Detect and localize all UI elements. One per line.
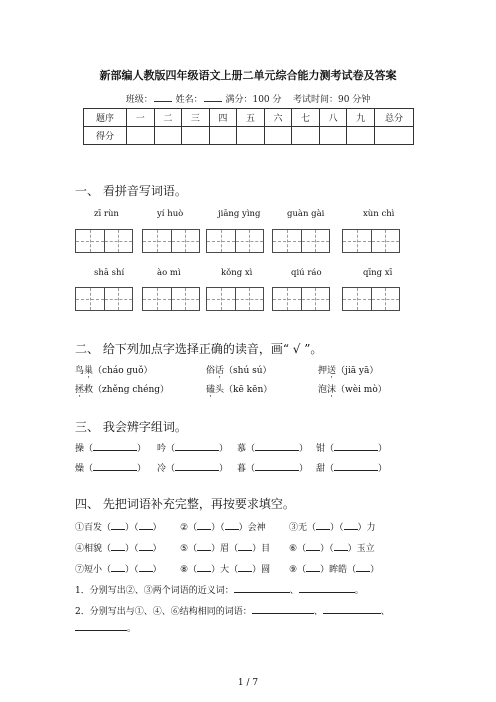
question-text: 2．分别写出与①、④、⑥结构相同的词语： — [75, 607, 252, 617]
pinyin-options[interactable]: （jiā yā） — [336, 366, 379, 376]
score-value-row — [84, 127, 414, 145]
answer-blank[interactable] — [255, 461, 299, 471]
writing-grid[interactable] — [142, 229, 200, 253]
answer-blank[interactable] — [238, 541, 252, 551]
writing-grid[interactable] — [206, 229, 264, 253]
word-item: 吟（ ） — [157, 441, 228, 454]
pinyin-options[interactable]: （zhěng chéng） — [93, 385, 170, 395]
dotted-char: 送 — [327, 366, 337, 376]
answer-blank[interactable] — [197, 520, 211, 530]
char: 吟 — [157, 444, 167, 454]
section-1-heading: 一、 看拼音写词语。 — [75, 184, 187, 198]
answer-blank[interactable] — [356, 562, 370, 572]
writing-grid[interactable] — [206, 287, 264, 311]
score-row-label: 得分 — [84, 127, 127, 145]
answer-blank[interactable] — [197, 562, 211, 572]
score-cell — [154, 127, 182, 145]
writing-grid[interactable] — [272, 287, 330, 311]
writing-grid[interactable] — [272, 229, 330, 253]
pinyin-label: shā shí — [94, 268, 125, 278]
idiom-item: ⑤（ ）眉（ ）目 — [180, 541, 270, 554]
score-cell — [375, 127, 414, 145]
answer-blank[interactable] — [75, 621, 127, 631]
pinyin-label: xùn chì — [363, 209, 395, 219]
score-cell — [127, 127, 155, 145]
question-text: 1．分别写出②、③两个词语的近义词： — [75, 586, 234, 596]
pinyin-label: qiú ráo — [291, 268, 322, 278]
answer-blank[interactable] — [334, 541, 348, 551]
pinyin-options[interactable]: （shú sú） — [224, 366, 272, 376]
score-cell — [237, 127, 265, 145]
pinyin-label: guàn gài — [287, 209, 325, 219]
writing-grid[interactable] — [142, 287, 200, 311]
word-item: 燥（ ） — [75, 461, 146, 474]
idiom-item: ①百发（ ）（ ） — [75, 520, 162, 533]
item-char: 俗 — [206, 366, 216, 376]
pinyin-options[interactable]: （kē kēn） — [224, 385, 273, 395]
idiom-item: ④相貌（ ）（ ） — [75, 541, 162, 554]
score-header-cell: 一 — [127, 109, 155, 127]
score-header-cell: 六 — [264, 109, 292, 127]
score-header-cell: 三 — [182, 109, 210, 127]
answer-blank[interactable] — [344, 520, 358, 530]
answer-blank[interactable] — [139, 562, 153, 572]
dotted-char: 沫 — [327, 385, 337, 395]
idiom-item: ③无（ ）（ ）力 — [289, 520, 376, 533]
pinyin-options[interactable]: （wèi mò） — [336, 385, 387, 395]
word-item: 慕（ ） — [237, 441, 308, 454]
question-1: 1．分别写出②、③两个词语的近义词： 、 。 — [75, 583, 364, 596]
pinyin-label: kǒng xì — [221, 268, 253, 278]
score-cell — [319, 127, 347, 145]
idiom-item: ⑨（ ）眸皓（ ） — [289, 562, 379, 575]
answer-blank[interactable] — [306, 562, 320, 572]
answer-blank[interactable] — [111, 520, 125, 530]
class-blank — [154, 92, 172, 102]
writing-grid[interactable] — [75, 287, 133, 311]
answer-blank[interactable] — [255, 441, 299, 451]
dotted-char: 话 — [215, 366, 225, 376]
answer-blank[interactable] — [111, 541, 125, 551]
idiom-item: ②（ ）（ ）会神 — [180, 520, 266, 533]
writing-grid[interactable] — [342, 229, 400, 253]
score-header-cell: 题序 — [84, 109, 127, 127]
class-label: 班级： — [125, 95, 153, 105]
exam-meta — [0, 92, 496, 105]
reading-item — [206, 382, 272, 395]
answer-blank[interactable] — [197, 541, 211, 551]
idiom-item: ⑦短小（ ）（ ） — [75, 562, 162, 575]
writing-grid[interactable] — [75, 229, 133, 253]
reading-item — [318, 382, 387, 395]
answer-blank[interactable] — [175, 441, 219, 451]
word-item: 甜（ ） — [316, 461, 387, 474]
char: 暮 — [237, 464, 247, 474]
answer-blank[interactable] — [225, 520, 239, 530]
page-number: 1 / 7 — [237, 678, 259, 688]
answer-blank[interactable] — [111, 562, 125, 572]
answer-blank[interactable] — [306, 541, 320, 551]
answer-blank[interactable] — [316, 520, 330, 530]
score-header-cell: 二 — [154, 109, 182, 127]
answer-blank[interactable] — [252, 604, 314, 614]
pinyin-label: qīng xī — [363, 268, 393, 278]
answer-blank[interactable] — [139, 520, 153, 530]
item-char: 鸟 — [75, 366, 85, 376]
score-header-cell: 九 — [347, 109, 375, 127]
answer-blank[interactable] — [299, 583, 355, 593]
answer-blank[interactable] — [334, 461, 378, 471]
answer-blank[interactable] — [175, 461, 219, 471]
score-header-cell: 八 — [319, 109, 347, 127]
pinyin-label: jiāng yìng — [218, 209, 261, 219]
score-table — [83, 108, 414, 145]
score-cell — [182, 127, 210, 145]
item-char: 头 — [215, 385, 225, 395]
score-header-row — [84, 109, 414, 127]
char: 慕 — [237, 444, 247, 454]
score-cell — [264, 127, 292, 145]
item-char: 救 — [84, 385, 94, 395]
score-cell — [209, 127, 237, 145]
score-header-cell: 四 — [209, 109, 237, 127]
reading-item — [75, 382, 169, 395]
question-2-cont: 。 — [75, 621, 136, 634]
section-3-heading: 三、 我会辨字组词。 — [75, 420, 187, 434]
name-label: 姓名： — [175, 95, 203, 105]
char: 甜 — [316, 464, 326, 474]
question-2: 2．分别写出与①、④、⑥结构相同的词语： 、 、 — [75, 604, 390, 617]
answer-blank[interactable] — [334, 441, 378, 451]
char: 钳 — [316, 444, 326, 454]
answer-blank[interactable] — [323, 604, 381, 614]
reading-item — [206, 363, 272, 376]
word-item: 钳（ ） — [316, 441, 387, 454]
answer-blank[interactable] — [238, 562, 252, 572]
pinyin-options[interactable]: （cháo guǒ） — [93, 366, 153, 376]
answer-blank[interactable] — [139, 541, 153, 551]
dotted-char: 巢 — [84, 366, 94, 376]
item-char: 泡 — [318, 385, 328, 395]
pinyin-label: ào mì — [157, 268, 181, 278]
reading-item — [318, 363, 378, 376]
score-header-cell: 七 — [292, 109, 320, 127]
word-item: 冷（ ） — [157, 461, 228, 474]
dotted-char: 拯 — [75, 385, 85, 395]
char: 操 — [75, 444, 85, 454]
score-cell — [347, 127, 375, 145]
score-cell — [292, 127, 320, 145]
answer-blank[interactable] — [93, 441, 137, 451]
name-blank — [204, 92, 222, 102]
document-title: 新部编人教版四年级语文上册二单元综合能力测考试卷及答案 — [99, 69, 397, 82]
writing-grid[interactable] — [342, 287, 400, 311]
time-label: 考试时间：90 分钟 — [292, 95, 371, 105]
char: 冷 — [157, 464, 167, 474]
word-item: 暮（ ） — [237, 461, 308, 474]
section-2-heading: 二、 给下列加点字选择正确的读音，画“ √ ”。 — [75, 342, 323, 356]
pinyin-label: yí huò — [157, 209, 184, 219]
dotted-char: 磕 — [206, 385, 216, 395]
section-4-heading: 四、 先把词语补充完整，再按要求填空。 — [75, 497, 295, 511]
score-label: 满分：100 分 — [225, 95, 282, 105]
reading-item — [75, 363, 153, 376]
answer-blank[interactable] — [93, 461, 137, 471]
pinyin-label: zī rùn — [94, 209, 119, 219]
score-header-cell: 总分 — [375, 109, 414, 127]
item-char: 押 — [318, 366, 328, 376]
idiom-item: ⑧（ ）大（ ）圆 — [180, 562, 270, 575]
word-item: 操（ ） — [75, 441, 146, 454]
char: 燥 — [75, 464, 85, 474]
answer-blank[interactable] — [234, 583, 290, 593]
idiom-item: ⑥（ ）（ ）玉立 — [289, 541, 375, 554]
score-header-cell: 五 — [237, 109, 265, 127]
